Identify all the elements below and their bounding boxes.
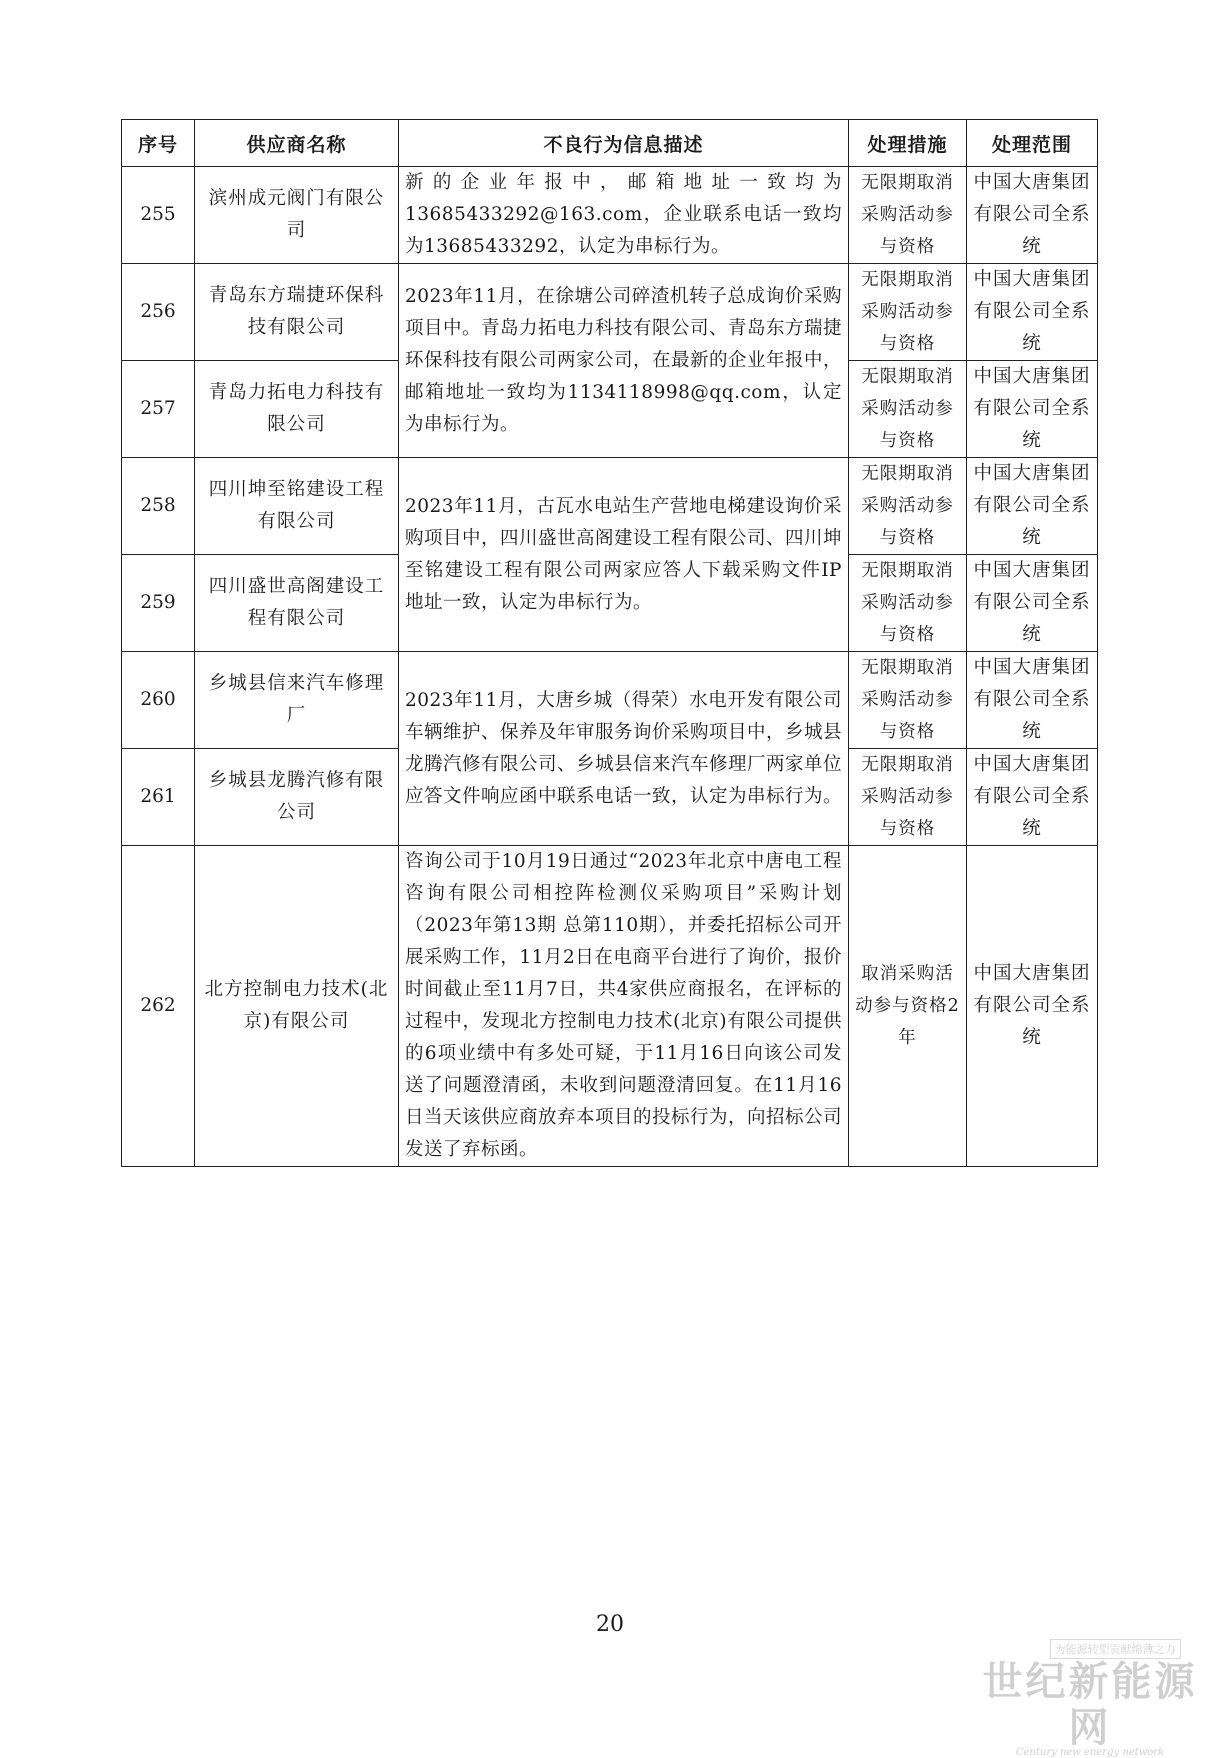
supplier-name: 乡城县信来汽车修理厂 — [195, 652, 399, 749]
watermark-english: Century new energy network — [1015, 1747, 1165, 1758]
row-number: 256 — [122, 264, 195, 361]
page-number: 20 — [596, 1612, 624, 1637]
handling-measure: 无限期取消采购活动参与资格 — [849, 167, 967, 264]
table-header-row — [122, 120, 1098, 167]
handling-measure: 无限期取消采购活动参与资格 — [849, 264, 967, 361]
supplier-name: 乡城县龙腾汽修有限公司 — [195, 749, 399, 846]
row-number: 261 — [122, 749, 195, 846]
violation-description: 2023年11月，古瓦水电站生产营地电梯建设询价采购项目中，四川盛世高阁建设工程有限公司、四川坤至铭建设工程有限公司两家应答人下载采购文件IP地址一致，认定为串标行为。 — [399, 458, 849, 652]
table-row — [122, 167, 1098, 264]
handling-scope: 中国大唐集团有限公司全系统 — [967, 361, 1098, 458]
row-number: 257 — [122, 361, 195, 458]
supplier-name: 滨州成元阀门有限公司 — [195, 167, 399, 264]
supplier-name: 北方控制电力技术(北京)有限公司 — [195, 846, 399, 1167]
violation-description: 新的企业年报中，邮箱地址一致均为13685433292@163.com，企业联系电话一致均为13685433292，认定为串标行为。 — [399, 167, 849, 264]
row-number: 258 — [122, 458, 195, 555]
handling-measure: 无限期取消采购活动参与资格 — [849, 555, 967, 652]
table-row — [122, 458, 1098, 555]
header-supplier: 供应商名称 — [195, 120, 399, 167]
watermark-slogan: 为能源转型贡献绵薄之力 — [1050, 1639, 1181, 1659]
handling-scope: 中国大唐集团有限公司全系统 — [967, 167, 1098, 264]
violation-table — [121, 119, 1098, 1167]
violation-description: 2023年11月，大唐乡城（得荣）水电开发有限公司车辆维护、保养及年审服务询价采购项目中，乡城县龙腾汽修有限公司、乡城县信来汽车修理厂两家单位应答文件响应函中联系电话一致，认定为串标行为。 — [399, 652, 849, 846]
handling-measure: 无限期取消采购活动参与资格 — [849, 458, 967, 555]
handling-measure: 取消采购活动参与资格2年 — [849, 846, 967, 1167]
handling-measure: 无限期取消采购活动参与资格 — [849, 652, 967, 749]
handling-scope: 中国大唐集团有限公司全系统 — [967, 652, 1098, 749]
handling-measure: 无限期取消采购活动参与资格 — [849, 749, 967, 846]
header-no: 序号 — [122, 120, 195, 167]
table-row — [122, 264, 1098, 361]
table-row — [122, 652, 1098, 749]
handling-scope: 中国大唐集团有限公司全系统 — [967, 555, 1098, 652]
handling-measure: 无限期取消采购活动参与资格 — [849, 361, 967, 458]
header-scope: 处理范围 — [967, 120, 1098, 167]
watermark-title: 世纪新能源网 — [982, 1658, 1198, 1751]
row-number: 262 — [122, 846, 195, 1167]
row-number: 259 — [122, 555, 195, 652]
row-number: 255 — [122, 167, 195, 264]
violation-description: 咨询公司于10月19日通过“2023年北京中唐电工程咨询有限公司相控阵检测仪采购项目”采购计划（2023年第13期 总第110期），并委托招标公司开展采购工作，11月2日在电商平台进行了询价，报价时间截止至11月7日，共4家供应商报名，在评标的过程中，发现北方控制电力技术(北京)有限公司提供的6项业绩中有多处可疑，于11月16日向该公司发送了问题澄清函，未收到问题澄清回复。在11月16日当天该供应商放弃本项目的投标行为，向招标公司发送了弃标函。 — [399, 846, 849, 1167]
handling-scope: 中国大唐集团有限公司全系统 — [967, 458, 1098, 555]
supplier-name: 四川坤至铭建设工程有限公司 — [195, 458, 399, 555]
supplier-name: 青岛东方瑞捷环保科技有限公司 — [195, 264, 399, 361]
watermark-logo — [980, 1638, 1200, 1758]
supplier-name: 青岛力拓电力科技有限公司 — [195, 361, 399, 458]
violation-description: 2023年11月，在徐塘公司碎渣机转子总成询价采购项目中。青岛力拓电力科技有限公司、青岛东方瑞捷环保科技有限公司两家公司，在最新的企业年报中，邮箱地址一致均为1134118998@qq.com，认定为串标行为。 — [399, 264, 849, 458]
handling-scope: 中国大唐集团有限公司全系统 — [967, 846, 1098, 1167]
handling-scope: 中国大唐集团有限公司全系统 — [967, 264, 1098, 361]
row-number: 260 — [122, 652, 195, 749]
handling-scope: 中国大唐集团有限公司全系统 — [967, 749, 1098, 846]
supplier-name: 四川盛世高阁建设工程有限公司 — [195, 555, 399, 652]
table-row — [122, 846, 1098, 1167]
header-measure: 处理措施 — [849, 120, 967, 167]
header-description: 不良行为信息描述 — [399, 120, 849, 167]
